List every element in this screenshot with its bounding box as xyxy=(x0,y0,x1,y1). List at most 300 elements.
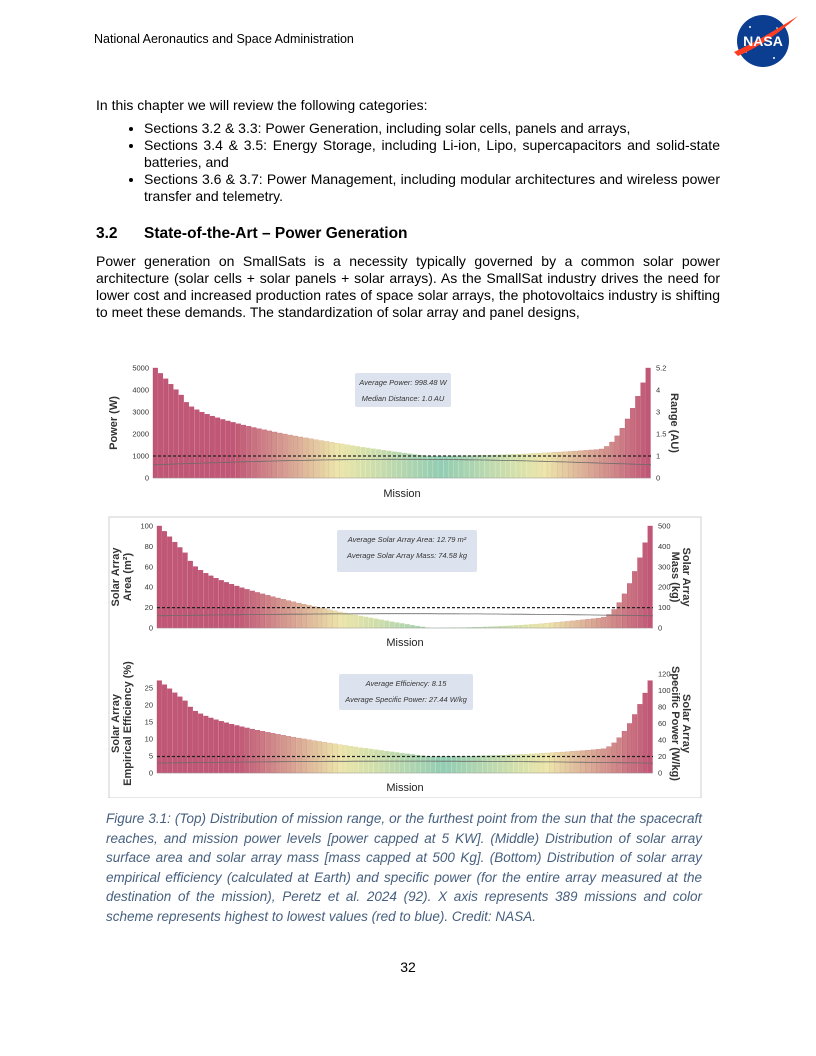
chart-bar xyxy=(503,755,508,773)
page-number: 32 xyxy=(400,959,416,975)
chart-bar xyxy=(555,752,560,773)
y-axis-label: Empirical Efficiency (%) xyxy=(122,661,134,786)
chart-bar xyxy=(226,421,231,478)
chart-bar xyxy=(529,624,534,628)
chart-bar xyxy=(364,617,369,628)
chart-bar xyxy=(501,455,506,478)
chart-bar xyxy=(348,746,353,773)
chart-bar xyxy=(532,453,537,478)
chart-bar xyxy=(167,689,172,773)
chart-bar xyxy=(189,407,194,478)
chart-bar xyxy=(555,622,560,628)
figure-caption: Figure 3.1: (Top) Distribution of mission range, or the furthest point from the sun that the spacecraft reaches, and mission power levels [power capped at 5 KW]. (Middle) Distribution of solar array surface area and solar array mass [mass capped at 500 Kg]. (Bottom) Distribution of solar array empirical efficiency (calculated at Earth) and specific power (for the entire array measured at the destination of the mission), Peretz et al. 2024 (92). X axis represents 389 missions and color scheme represents highest to lowest values (red to blue). Credit: NASA. xyxy=(106,811,702,924)
chart-bar xyxy=(276,734,281,773)
y2-tick-label: 500 xyxy=(658,521,671,531)
chart-bar xyxy=(250,729,255,773)
chart-bar xyxy=(312,607,317,628)
chart-bar xyxy=(224,582,229,628)
annotation-text: Median Distance: 1.0 AU xyxy=(361,394,445,403)
chart-bar xyxy=(490,455,495,478)
y2-tick-label: 60 xyxy=(658,719,667,728)
chart-bar xyxy=(506,455,511,478)
chart-bar xyxy=(452,756,457,773)
chart-bar xyxy=(345,445,350,478)
chart-bar xyxy=(157,681,162,773)
figure-3-1 xyxy=(105,356,715,798)
y2-tick-label: 40 xyxy=(658,735,667,745)
chart-bar xyxy=(322,609,327,628)
chart-bar xyxy=(214,720,219,773)
y-tick-label: 20 xyxy=(144,603,153,613)
y2-tick-label: 100 xyxy=(658,686,671,695)
chart-bar xyxy=(646,368,651,478)
y2-tick-label: 1.5 xyxy=(656,429,667,439)
chart-bar xyxy=(550,753,555,773)
chart-bar xyxy=(495,455,500,478)
y-axis-label: Power (W) xyxy=(108,396,120,450)
chart-bar xyxy=(480,455,485,478)
chart-bar xyxy=(384,751,389,773)
chart-bar xyxy=(184,402,189,478)
chart-bar xyxy=(359,748,364,773)
y2-tick-label: 0 xyxy=(658,768,663,778)
y2-tick-label: 300 xyxy=(658,562,671,572)
chart-bar xyxy=(615,436,620,478)
chart-bar xyxy=(622,731,627,773)
y2-tick-label: 4 xyxy=(656,385,661,395)
nasa-logo xyxy=(730,12,800,70)
category-list xyxy=(96,120,720,205)
y2-tick-label: 0 xyxy=(658,623,663,633)
chart-bar xyxy=(246,426,251,478)
chart-bar xyxy=(245,589,250,628)
chart-bar xyxy=(550,623,555,628)
chart-bar xyxy=(335,443,340,478)
y2-tick-label: 100 xyxy=(658,603,671,613)
y-tick-label: 20 xyxy=(144,700,153,710)
chart-bar xyxy=(374,619,379,628)
chart-bar xyxy=(353,615,358,628)
chart-bar xyxy=(333,744,338,773)
chart-bar xyxy=(200,412,205,478)
chart-bar xyxy=(469,456,474,478)
chart-bar xyxy=(573,451,578,478)
y-axis-label: Solar Array xyxy=(110,694,122,753)
chart-bar xyxy=(204,716,209,773)
y2-tick-label: 80 xyxy=(658,702,667,712)
chart-bar xyxy=(267,431,272,478)
chart-bar xyxy=(260,594,265,628)
chart-bar xyxy=(519,625,524,628)
x-axis-label: Mission xyxy=(386,782,424,794)
chart-bar xyxy=(576,620,581,628)
chart-bar xyxy=(612,610,617,629)
chart-bar xyxy=(620,428,625,478)
y-tick-label: 80 xyxy=(144,541,153,551)
chart-bar xyxy=(162,531,167,628)
chart-bar xyxy=(622,594,627,628)
chart-bar xyxy=(205,414,210,478)
intro-block xyxy=(96,97,720,205)
chart-bar xyxy=(366,448,371,478)
chart-bar xyxy=(209,576,214,628)
chart-bar xyxy=(193,711,198,773)
chart-bar xyxy=(607,747,612,773)
chart-bar xyxy=(178,697,183,773)
annotation-text: Average Specific Power: 27.44 W/kg xyxy=(345,695,467,704)
chart-bar xyxy=(643,693,648,773)
chart-bar xyxy=(257,429,262,478)
chart-bar xyxy=(193,567,198,628)
chart-bar xyxy=(376,449,381,478)
chart-bar xyxy=(214,578,219,628)
chart-bar xyxy=(426,756,431,773)
chart-bar xyxy=(272,432,277,478)
chart-bar xyxy=(240,727,245,773)
chart-bar xyxy=(407,454,412,478)
list-item: • Sections 3.4 & 3.5: Energy Storage, including Li-ion, Lipo, supercapacitors and solid-state batteries, and xyxy=(144,137,720,171)
chart-bar xyxy=(604,446,609,478)
chart-bar xyxy=(488,756,493,773)
chart-bar xyxy=(245,728,250,773)
y-tick-label: 0 xyxy=(148,768,153,778)
chart-bar xyxy=(508,755,513,773)
section-number: 3.2 xyxy=(96,225,118,242)
chart-bar xyxy=(276,598,281,628)
chart-bar xyxy=(219,580,224,628)
chart-bar xyxy=(317,741,322,773)
chart-bar xyxy=(412,454,417,478)
chart-bar xyxy=(632,714,637,773)
chart-bar xyxy=(188,561,193,628)
chart-bar xyxy=(174,390,179,478)
chart-bar xyxy=(503,626,508,628)
chart-bar xyxy=(153,368,158,478)
chart-bar xyxy=(475,455,480,478)
chart-bar xyxy=(581,751,586,773)
y2-tick-label: 1 xyxy=(656,451,661,461)
chart-bar xyxy=(410,625,415,628)
chart-bar xyxy=(519,754,524,773)
chart-bar xyxy=(560,752,565,773)
x-axis-label: Mission xyxy=(386,637,424,649)
annotation-text: Average Solar Array Mass: 74.58 kg xyxy=(346,551,468,560)
y-tick-label: 40 xyxy=(144,582,153,592)
chart-bar xyxy=(271,733,276,773)
y-tick-label: 15 xyxy=(144,717,153,727)
chart-bar xyxy=(235,725,240,773)
chart-bar xyxy=(183,701,188,773)
chart-bar xyxy=(493,755,498,773)
figure-charts xyxy=(105,356,715,798)
chart-bar xyxy=(596,749,601,773)
chart-bar xyxy=(371,449,376,478)
chart-bar xyxy=(472,756,477,773)
chart-bar xyxy=(215,418,220,478)
y-tick-label: 5000 xyxy=(132,363,149,373)
chart-bar xyxy=(386,451,391,478)
chart-bar xyxy=(418,455,423,478)
chart-bar xyxy=(584,450,589,478)
chart-bar xyxy=(607,614,612,628)
chart-bar xyxy=(178,547,183,628)
chart-bar xyxy=(231,422,236,478)
chart-bar xyxy=(338,745,343,773)
y2-axis-label: Solar Array xyxy=(680,547,692,607)
y-axis-label: Solar Array xyxy=(110,547,122,607)
chart-bar xyxy=(219,721,224,773)
chart-bar xyxy=(369,618,374,628)
y-tick-label: 2000 xyxy=(132,429,149,439)
chart-bar xyxy=(355,446,360,478)
chart-bar xyxy=(638,558,643,628)
chart-bar xyxy=(286,736,291,773)
chart-bar xyxy=(198,570,203,628)
chart-bar xyxy=(612,743,617,773)
chart-bar xyxy=(643,543,648,628)
chart-bar xyxy=(291,737,296,773)
chart-bar xyxy=(630,408,635,478)
chart-bar xyxy=(224,723,229,773)
annotation-text: Average Power: 998.48 W xyxy=(359,378,447,387)
chart-bar xyxy=(255,730,260,773)
chart-bar xyxy=(542,453,547,478)
chart-bar xyxy=(271,597,276,628)
chart-bar xyxy=(209,718,214,773)
y-axis-label: Area (m²) xyxy=(122,552,134,602)
chart-bar xyxy=(250,591,255,628)
chart-bar xyxy=(319,441,324,478)
chart-bar xyxy=(648,526,653,628)
chart-bar xyxy=(436,756,441,773)
chart-bar xyxy=(348,614,353,628)
chart-bar xyxy=(524,625,529,628)
y-tick-label: 0 xyxy=(148,623,153,633)
chart-bar xyxy=(173,693,178,773)
chart-bar xyxy=(379,620,384,628)
y2-axis-label: Range (AU) xyxy=(668,393,680,453)
chart-bar xyxy=(266,595,271,628)
chart-bar xyxy=(402,453,407,478)
chart-bar xyxy=(560,622,565,628)
chart-bar xyxy=(591,750,596,773)
annotation-text: Average Solar Array Area: 12.79 m² xyxy=(347,535,467,544)
y2-axis-label: Mass (kg) xyxy=(669,551,681,603)
chart-bar xyxy=(601,749,606,773)
list-item: • Sections 3.6 & 3.7: Power Management, including modular architectures and wireless power transfer and telemetry. xyxy=(144,171,720,205)
chart-bar xyxy=(395,623,400,628)
chart-bar xyxy=(596,618,601,628)
y-tick-label: 4000 xyxy=(132,385,149,395)
chart-bar xyxy=(545,623,550,628)
chart-bar xyxy=(167,537,172,628)
y2-tick-label: 20 xyxy=(658,752,667,761)
chart-bar xyxy=(467,756,472,773)
chart-bar xyxy=(333,611,338,628)
chart-bar xyxy=(415,755,420,773)
chart-bar xyxy=(421,756,426,773)
chart-bar xyxy=(281,599,286,628)
chart-bar xyxy=(441,756,446,773)
chart-bar xyxy=(198,714,203,773)
chart-bar xyxy=(298,437,303,478)
chart-bar xyxy=(627,723,632,773)
section-heading xyxy=(96,225,408,243)
chart-bar xyxy=(565,621,570,628)
chart-bar xyxy=(162,685,167,773)
y-tick-label: 5 xyxy=(148,751,153,761)
list-item: • Sections 3.2 & 3.3: Power Generation, including solar cells, panels and arrays, xyxy=(144,120,720,137)
chart-bar xyxy=(328,743,333,773)
chart-bar xyxy=(229,724,234,773)
intro-lead: In this chapter we will review the following categories: xyxy=(96,97,428,113)
chart-bar xyxy=(539,624,544,628)
chart-bar xyxy=(384,621,389,628)
chart-bar xyxy=(534,624,539,628)
chart-bar xyxy=(350,446,355,478)
y2-axis-label: Solar Array xyxy=(680,694,692,753)
chart-bar xyxy=(293,436,298,478)
chart-bar xyxy=(521,454,526,478)
chart-bar xyxy=(395,752,400,773)
y-tick-label: 3000 xyxy=(132,407,149,417)
chart-bar xyxy=(537,453,542,478)
chart-bar xyxy=(359,616,364,628)
chart-bar xyxy=(297,738,302,773)
chart-bar xyxy=(454,456,459,478)
chart-bar xyxy=(483,756,488,773)
chart-bar xyxy=(297,603,302,628)
chart-bar xyxy=(195,410,200,478)
chart-bar xyxy=(431,757,436,774)
chart-bar xyxy=(364,748,369,773)
chart-bar xyxy=(241,425,246,478)
chart-bar xyxy=(158,373,163,478)
chart-bar xyxy=(381,450,386,478)
y2-tick-label: 5.2 xyxy=(656,363,667,373)
chart-bar xyxy=(379,750,384,773)
y-tick-label: 0 xyxy=(144,473,149,483)
chart-bar xyxy=(260,731,265,773)
y2-axis-label: Specific Power (W/kg) xyxy=(669,666,681,781)
chart-bar xyxy=(625,419,630,478)
chart-bar xyxy=(462,756,467,773)
chart-bar xyxy=(236,424,241,478)
y2-tick-label: 0 xyxy=(656,473,661,483)
chart-bar xyxy=(477,756,482,773)
chart-bar xyxy=(322,742,327,773)
y-tick-label: 1000 xyxy=(132,451,149,461)
chart-bar xyxy=(457,756,462,773)
chart-bar xyxy=(498,755,503,773)
chart-bar xyxy=(610,442,615,478)
chart-bar xyxy=(627,583,632,628)
chart-bar xyxy=(262,430,267,478)
y2-tick-label: 400 xyxy=(658,541,671,551)
chart-bar xyxy=(307,605,312,628)
y-tick-label: 10 xyxy=(144,734,153,744)
chart-bar xyxy=(303,438,308,478)
chart-bar xyxy=(390,752,395,773)
chart-bar xyxy=(340,444,345,478)
chart-bar xyxy=(309,439,314,478)
chart-bar xyxy=(464,456,469,478)
chart-bar xyxy=(578,451,583,478)
chart-bar xyxy=(586,619,591,628)
chart-bar xyxy=(514,625,519,628)
chart-bar xyxy=(229,584,234,628)
chart-bar xyxy=(400,623,405,628)
chart-bar xyxy=(586,750,591,773)
chart-bar xyxy=(446,756,451,773)
y2-tick-label: 200 xyxy=(658,582,671,592)
chart-bar xyxy=(220,419,225,478)
chart-bar xyxy=(601,617,606,628)
y-tick-label: 25 xyxy=(144,683,153,693)
y2-tick-label: 120 xyxy=(658,669,671,679)
chart-bar xyxy=(570,621,575,628)
chart-bar xyxy=(617,738,622,773)
chart-bar xyxy=(527,454,532,478)
chart-bar xyxy=(204,573,209,628)
chart-bar xyxy=(410,754,415,773)
chart-bar xyxy=(648,681,653,773)
chart-bar xyxy=(343,745,348,773)
chart-bar xyxy=(568,451,573,478)
chart-bar xyxy=(594,450,599,478)
chart-bar xyxy=(516,454,521,478)
chart-bar xyxy=(508,626,513,628)
chart-bar xyxy=(591,619,596,628)
chart-bar xyxy=(589,450,594,478)
y-tick-label: 100 xyxy=(140,521,153,531)
annotation-text: Average Efficiency: 8.15 xyxy=(365,679,447,688)
chart-bar xyxy=(390,622,395,628)
chart-bar xyxy=(210,416,215,478)
chart-bar xyxy=(266,732,271,773)
chart-bar xyxy=(291,602,296,628)
chart-bar xyxy=(183,553,188,628)
x-axis-label: Mission xyxy=(383,488,421,500)
chart-bar xyxy=(179,395,184,478)
chart-bar xyxy=(485,455,490,478)
chart-bar xyxy=(328,610,333,628)
y2-tick-label: 3 xyxy=(656,407,661,417)
nasa-logo-text: NASA xyxy=(743,33,783,49)
chart-bar xyxy=(511,454,516,478)
chart-bar xyxy=(361,447,366,478)
chart-bar xyxy=(343,613,348,628)
chart-bar xyxy=(353,747,358,773)
header-organization: National Aeronautics and Space Administration xyxy=(94,32,354,46)
chart-bar xyxy=(252,428,257,478)
chart-bar xyxy=(314,440,319,478)
chart-bar xyxy=(459,456,464,478)
chart-bar xyxy=(641,383,646,478)
y-tick-label: 60 xyxy=(144,562,153,572)
chart-bar xyxy=(317,608,322,628)
chart-bar xyxy=(157,526,162,628)
chart-bar xyxy=(338,612,343,628)
chart-bar xyxy=(163,379,168,478)
chart-bar xyxy=(281,735,286,773)
chart-bar xyxy=(405,624,410,628)
section-title: State-of-the-Art – Power Generation xyxy=(144,225,408,242)
chart-bar xyxy=(635,396,640,478)
chart-bar xyxy=(581,620,586,628)
chart-bar xyxy=(514,755,519,773)
body-paragraph: Power generation on SmallSats is a necessity typically governed by a common solar power architecture (solar cells + solar panels + solar arrays). As the SmallSat industry drives the need for lower cost and increased production rates of space solar arrays, the photovoltaics industry is shifting to meet these demands. The standardization of solar array and panel designs, xyxy=(96,253,720,320)
